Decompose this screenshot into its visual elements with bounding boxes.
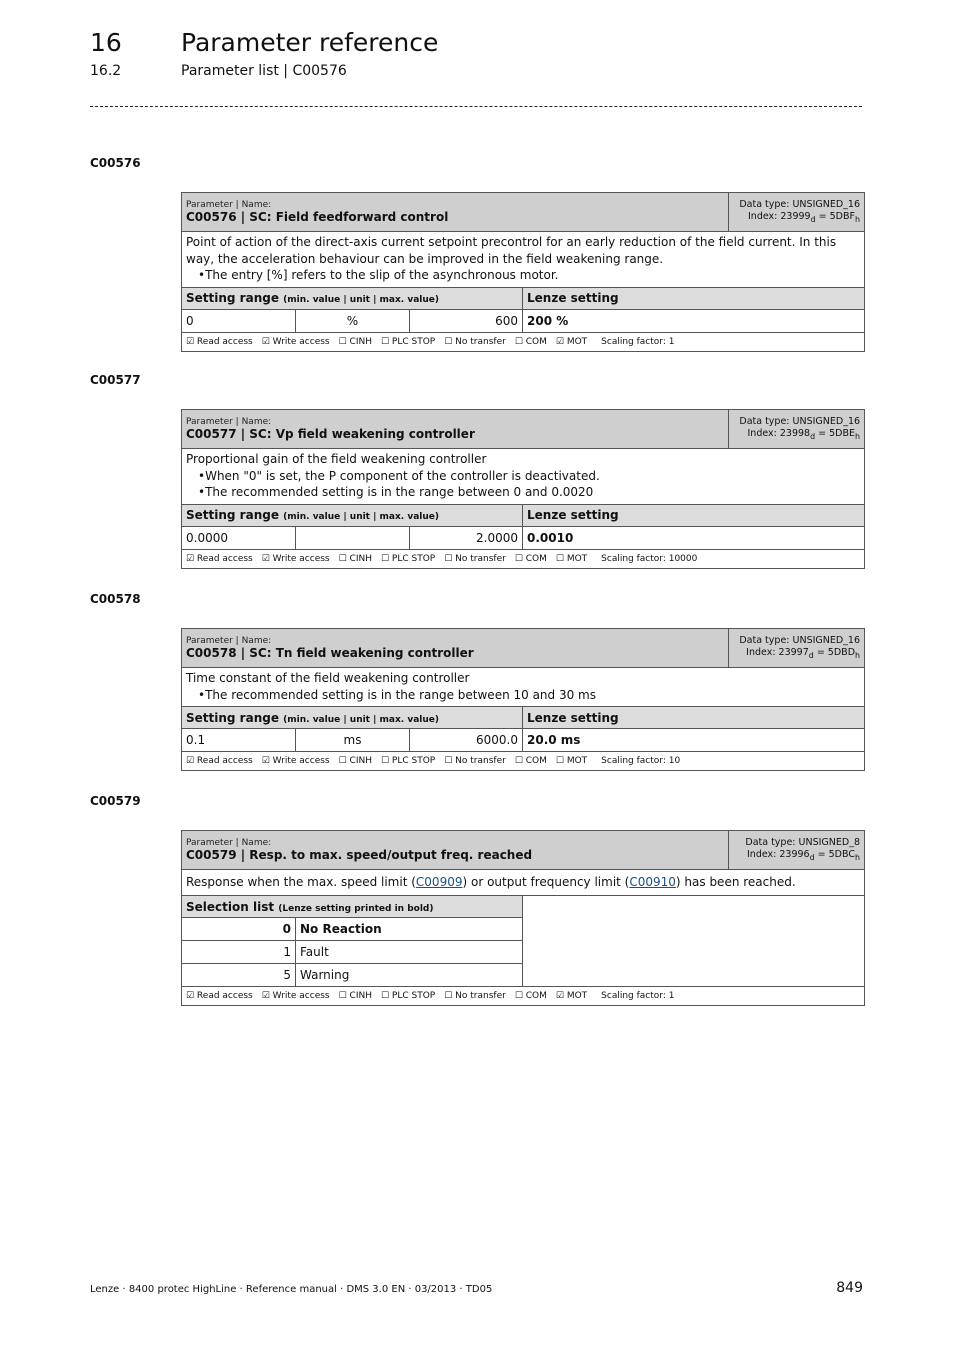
min-value: 0 (182, 309, 296, 332)
option-text: No Reaction (296, 918, 523, 941)
page-footer: Lenze · 8400 protec HighLine · Reference manual · DMS 3.0 EN · 03/2013 · TD05 (90, 1284, 493, 1295)
setting-range-header: Setting range (min. value | unit | max. value) (182, 287, 523, 309)
data-type: Data type: UNSIGNED_8 (745, 836, 860, 848)
param-heading-c00576: C00576 (90, 156, 141, 170)
unit: % (296, 309, 410, 332)
param-name: C00577 | SC: Vp field weakening controller (186, 427, 475, 441)
param-index: Index: $23998_d = 5DBE_h$ (747, 427, 861, 441)
param-label: Parameter | Name: (186, 838, 272, 848)
param-table-c00578 (181, 628, 865, 771)
param-heading-c00577: C00577 (90, 373, 141, 387)
option-value: 0 (182, 918, 296, 941)
param-name: C00578 | SC: Tn field weakening controller (186, 646, 474, 660)
param-description: Response when the max. speed limit (C00909) or output frequency limit (C00910) has been reached. (182, 870, 865, 896)
min-value: 0.0000 (182, 526, 296, 549)
lenze-setting-header: Lenze setting (523, 707, 865, 729)
description-bullet: • When "0" is set, the P component of the controller is deactivated. (198, 468, 860, 485)
unit: ms (296, 729, 410, 752)
param-index: Index: $23999_d = 5DBF_h$ (748, 210, 860, 224)
lenze-setting-value: 20.0 ms (523, 729, 865, 752)
lenze-setting-header: Lenze setting (523, 287, 865, 309)
chapter-number: 16 (90, 28, 122, 57)
param-name: C00579 | Resp. to max. speed/output freq. reached (186, 848, 533, 862)
param-table-c00577 (181, 409, 865, 569)
param-label: Parameter | Name: (186, 636, 272, 646)
link-c00909[interactable]: C00909 (415, 874, 463, 889)
access-flags: ☑ Read access ☑ Write access ☐ CINH ☐ PLC STOP ☐ No transfer ☐ COM ☐ MOT Scaling factor: 10000 (182, 549, 865, 568)
max-value: 2.0000 (410, 526, 523, 549)
access-flags: ☑ Read access ☑ Write access ☐ CINH ☐ PLC STOP ☐ No transfer ☐ COM ☐ MOT Scaling factor: 10 (182, 752, 865, 771)
param-label: Parameter | Name: (186, 200, 272, 210)
lenze-setting-header: Lenze setting (523, 504, 865, 526)
min-value: 0.1 (182, 729, 296, 752)
data-type: Data type: UNSIGNED_16 (739, 415, 861, 427)
setting-range-header: Setting range (min. value | unit | max. value) (182, 707, 523, 729)
data-type: Data type: UNSIGNED_16 (739, 634, 861, 646)
option-value: 5 (182, 964, 296, 987)
param-table-c00576 (181, 192, 865, 352)
param-index: Index: $23996_d = 5DBC_h$ (747, 848, 860, 862)
max-value: 6000.0 (410, 729, 523, 752)
unit (296, 526, 410, 549)
link-c00910[interactable]: C00910 (629, 874, 676, 889)
access-flags: ☑ Read access ☑ Write access ☐ CINH ☐ PLC STOP ☐ No transfer ☐ COM ☑ MOT Scaling factor: 1 (182, 987, 865, 1006)
data-type: Data type: UNSIGNED_16 (739, 198, 860, 210)
param-heading-c00579: C00579 (90, 794, 141, 808)
option-text: Fault (296, 941, 523, 964)
param-description: Time constant of the field weakening controller • The recommended setting is in the range between 10 and 30 ms (182, 668, 865, 707)
access-flags: ☑ Read access ☑ Write access ☐ CINH ☐ PLC STOP ☐ No transfer ☐ COM ☑ MOT Scaling factor: 1 (182, 332, 865, 351)
option-value: 1 (182, 941, 296, 964)
param-table-c00579 (181, 830, 865, 1006)
max-value: 600 (410, 309, 523, 332)
selection-list-header: Selection list (Lenze setting printed in bold) (182, 896, 523, 918)
section-title: Parameter list | C00576 (181, 63, 347, 79)
lenze-setting-value: 0.0010 (523, 526, 865, 549)
lenze-setting-value: 200 % (523, 309, 865, 332)
page-number: 849 (836, 1280, 863, 1296)
param-description: Point of action of the direct-axis current setpoint precontrol for an early reduction of the field current. In this way, the acceleration behaviour can be improved in the field weakening range. • The entry [%] refers to the slip of the asynchronous motor. (182, 232, 865, 288)
param-index: Index: $23997_d = 5DBD_h$ (746, 646, 861, 660)
header-divider (90, 106, 862, 107)
option-text: Warning (296, 964, 523, 987)
setting-range-header: Setting range (min. value | unit | max. value) (182, 504, 523, 526)
description-bullet: • The recommended setting is in the range between 0 and 0.0020 (198, 484, 860, 501)
description-bullet: • The entry [%] refers to the slip of the asynchronous motor. (198, 267, 860, 284)
param-name: C00576 | SC: Field feedforward control (186, 210, 449, 224)
param-label: Parameter | Name: (186, 417, 272, 427)
param-heading-c00578: C00578 (90, 592, 141, 606)
param-description: Proportional gain of the field weakening controller • When "0" is set, the P component of the controller is deactivated. • The recommended setting is in the range between 0 and 0.0020 (182, 449, 865, 505)
chapter-title: Parameter reference (181, 28, 439, 57)
section-number: 16.2 (90, 63, 122, 79)
description-bullet: • The recommended setting is in the range between 10 and 30 ms (198, 687, 860, 704)
